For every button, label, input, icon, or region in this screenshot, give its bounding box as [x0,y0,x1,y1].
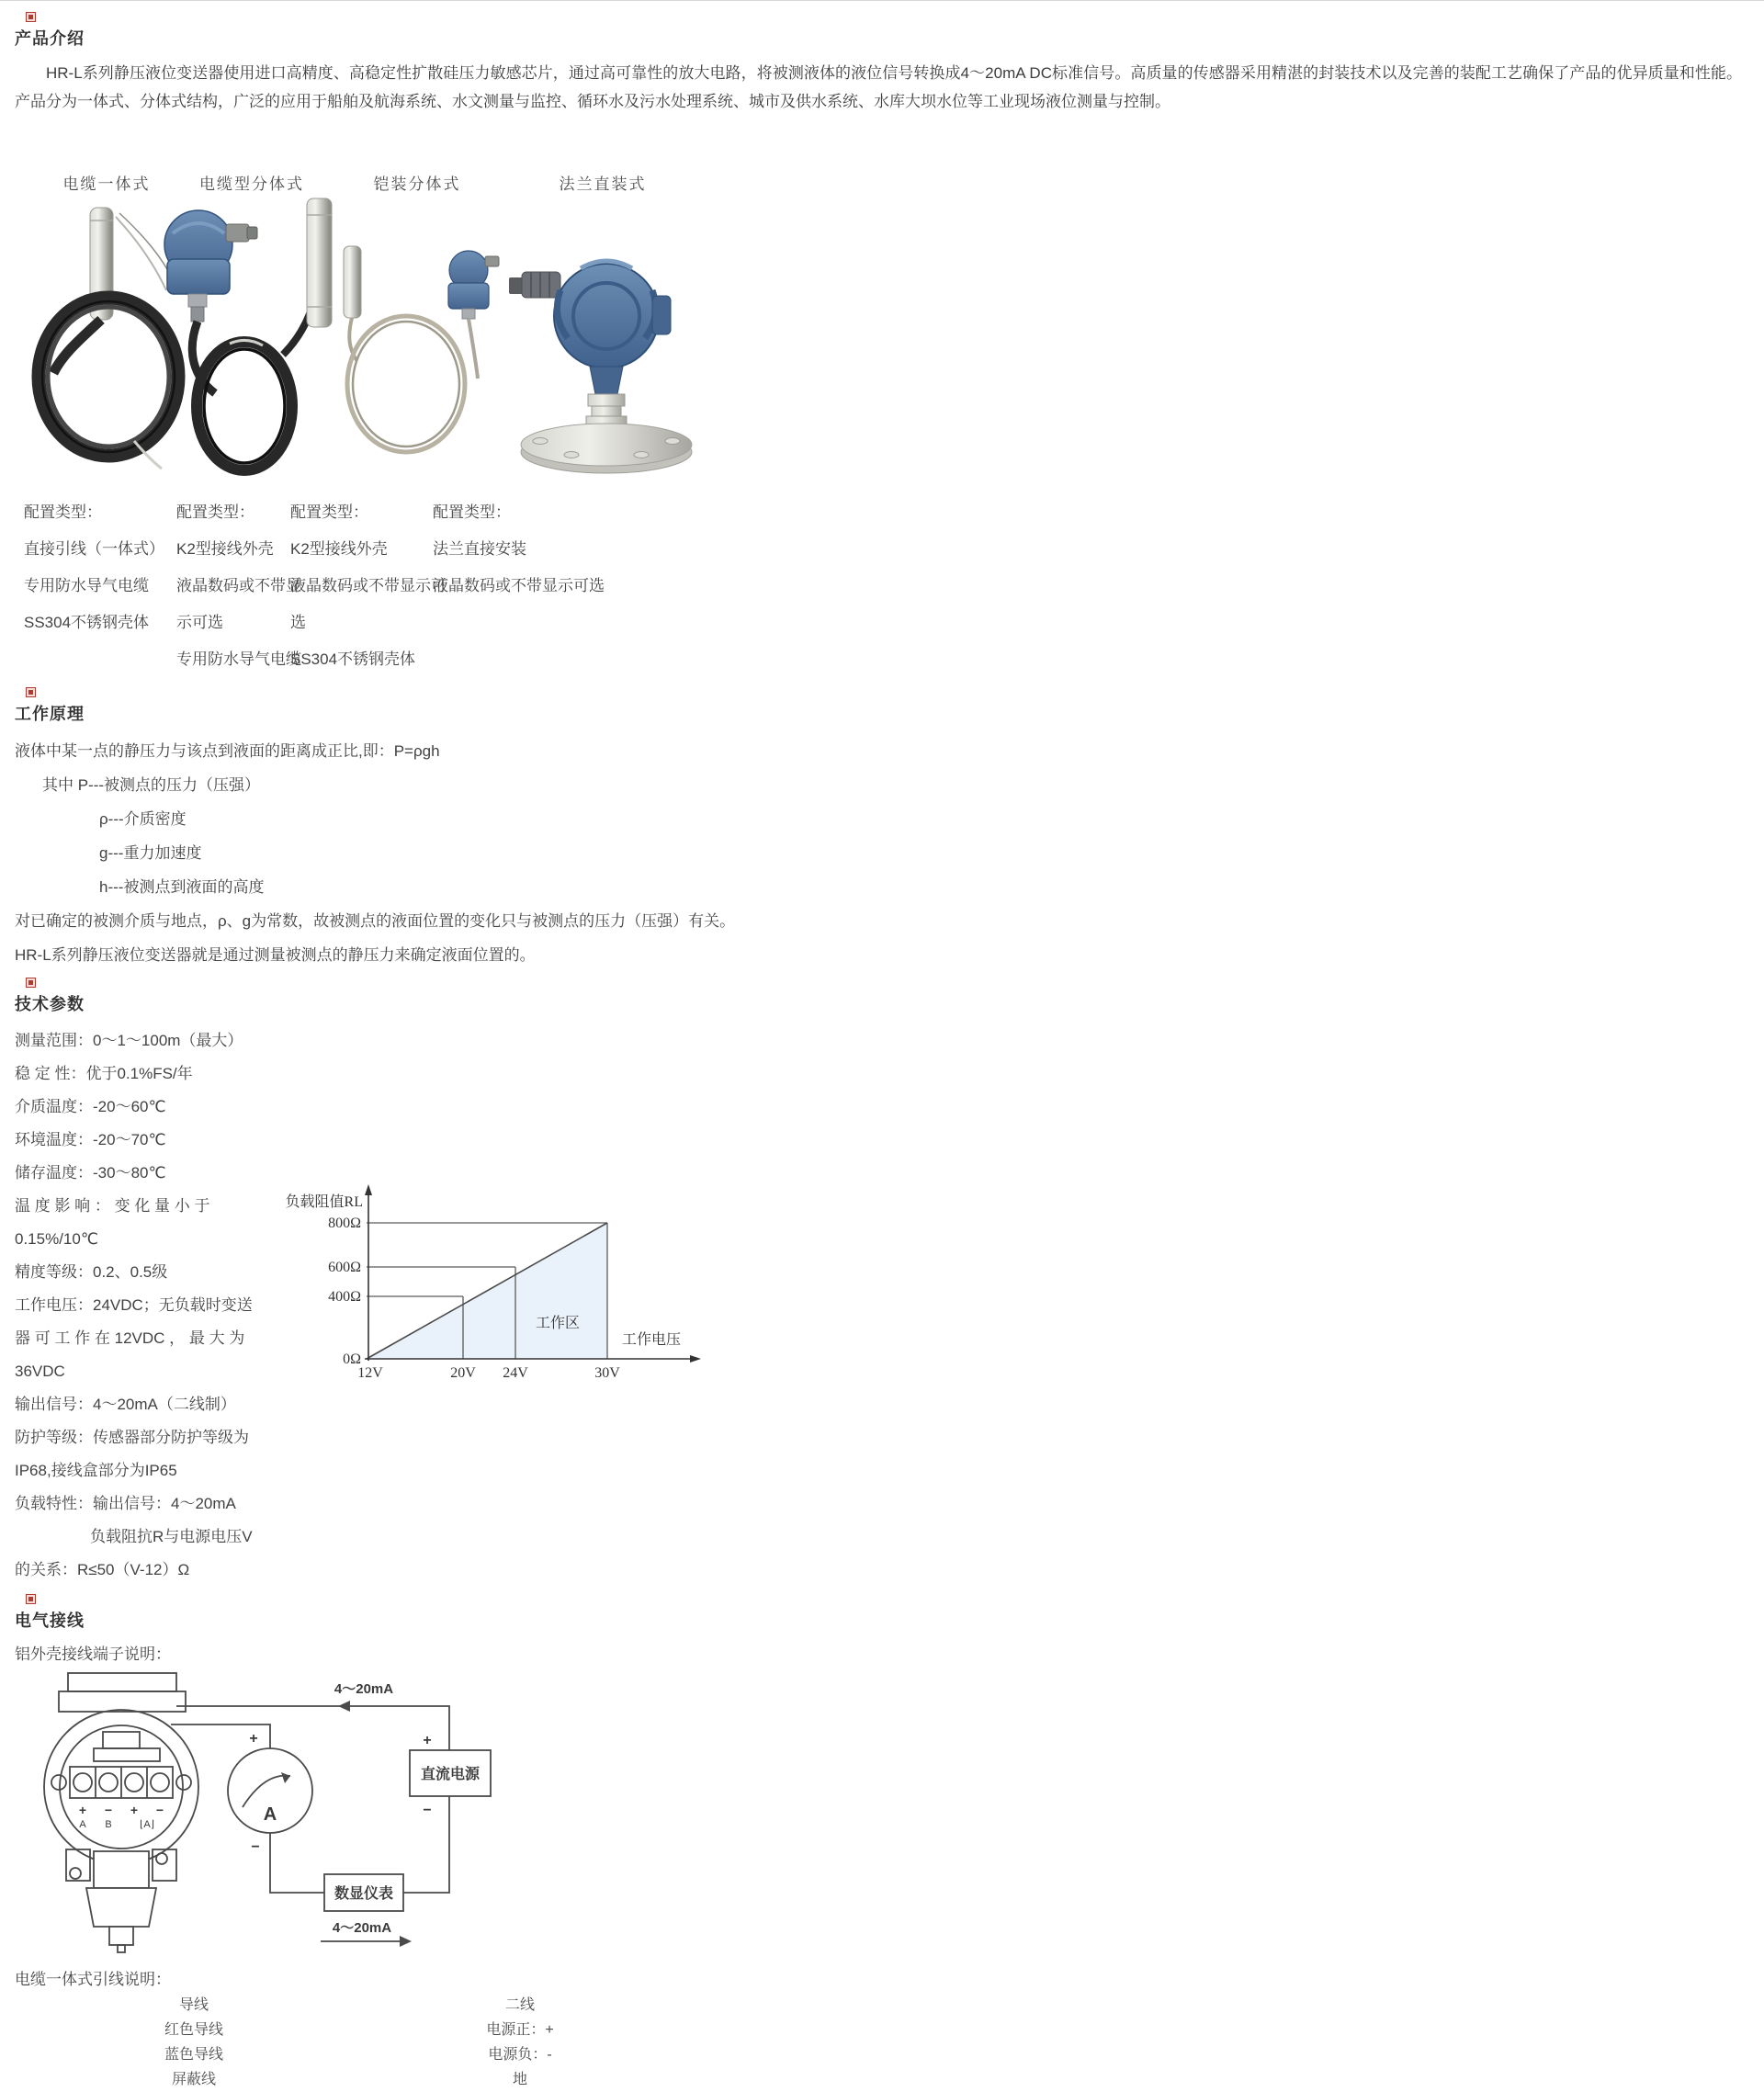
display-meter-label: 数显仪表 [334,1886,394,1902]
bottom-current-label: 4～20mA [332,1920,392,1936]
product-label-cable-split: 电缆型分体式 [199,175,304,193]
spec-line: 负载特性：输出信号：4～20mA [15,1495,236,1512]
ammeter-needle-arc [243,1776,290,1807]
neck [590,367,623,394]
section-marker-icon [26,978,36,988]
section-marker-icon [26,1594,36,1604]
section-specs [15,978,1747,1587]
load-characteristic-chart [275,1179,734,1399]
spec-line: 器 可 工 作 在 12VDC ， 最 大 为 [15,1329,245,1347]
lead-wire-note: 电缆一体式引线说明： [15,1971,171,1988]
flange-disc [521,424,692,473]
terminal-letter: ⌊A⌋ [140,1819,154,1830]
config-line: 配置类型： [433,503,511,521]
section-marker-icon [26,12,36,22]
desc-cell: 地 [512,2072,527,2087]
small-probe [344,246,361,318]
section-principle [15,687,1747,972]
config-line: K2型接线外壳 [290,540,388,558]
ammeter-minus: − [251,1839,260,1855]
principle-line: h---被测点到液面的高度 [99,878,265,896]
work-area-label: 工作区 [535,1316,581,1331]
hex-fitting [586,394,627,427]
terminal-strip [51,1767,191,1798]
config-line: 示可选 [176,614,223,631]
config-line: 配置类型： [24,503,102,521]
internal-block [103,1732,140,1748]
desc-cell: 电源正：+ [486,2022,554,2038]
config-line: 配置类型： [290,503,368,521]
wire-cell: 蓝色导线 [164,2047,223,2063]
spec-line: 负载阻抗R与电源电压V [90,1528,253,1545]
spec-line: 稳 定 性：优于0.1%FS/年 [15,1065,193,1082]
transmitter-body [554,261,671,368]
config-line: 专用防水导气电缆 [176,650,301,668]
config-columns [15,494,1747,685]
config-line: 液晶数码或不带显示可选 [433,577,605,594]
x-tick: 24V [503,1365,528,1381]
thin-rod [469,319,478,379]
top-current-label: 4～20mA [334,1681,394,1697]
principle-line: 对已确定的被测介质与地点，ρ、g为常数，故被测点的液面位置的变化只与被测点的压力（压强）有关。 [15,912,736,930]
needle-arrowhead [281,1772,290,1783]
transmitter-head [164,210,257,322]
product-gallery [15,171,1747,481]
product-label-cable-integrated: 电缆一体式 [62,175,151,193]
config-line: 液晶数码或不带显示可 [290,577,447,594]
spec-line: 精度等级：0.2、0.5级 [15,1263,168,1281]
table-row [15,1993,667,2018]
spec-line: 防护等级：传感器部分防护等级为 [15,1429,249,1446]
spec-line: 储存温度：-30～80℃ [15,1164,166,1182]
spec-line: 工作电压：24VDC；无负载时变送 [15,1296,253,1314]
x-tick: 20V [450,1365,476,1381]
config-col-cable-integrated [24,494,164,641]
y-axis-arrow [365,1184,372,1195]
principle-line: ρ---介质密度 [99,810,187,828]
spec-line: 环境温度：-20～70℃ [15,1131,166,1148]
spec-line: 输出信号：4～20mA（二线制） [15,1396,236,1413]
principle-heading: 工作原理 [15,705,85,723]
armored-probe [307,198,332,327]
wiring-diagram [15,1669,515,1956]
specs-lines [15,1024,1747,1587]
principle-line: 其中 P---被测点的压力（压强） [42,776,261,794]
y-tick: 800Ω [328,1216,361,1231]
product-label-flange-direct: 法兰直装式 [559,175,647,193]
product-label-armored-split: 铠装分体式 [373,175,461,193]
product-photo-armored-split [338,226,517,469]
terminal-sign: − [155,1803,164,1817]
conduit-fitting [509,272,560,298]
dc-plus: + [423,1733,432,1748]
product-photo-cable-split [145,197,343,477]
current-arrow-right [400,1936,412,1947]
x-axis-arrow [690,1355,701,1363]
desc-cell: 电源负：- [488,2047,552,2063]
wiring-subheading: 铝外壳接线端子说明： [15,1645,171,1663]
x-tick: 30V [594,1365,620,1381]
table-row [15,2067,667,2092]
spec-line: 0.15%/10℃ [15,1230,98,1248]
terminal-letter: A [79,1819,86,1830]
chart-x-label: 工作电压 [621,1332,682,1348]
config-line: SS304不锈钢壳体 [24,614,150,631]
config-line: SS304不锈钢壳体 [290,650,416,668]
wiring-heading: 电气接线 [15,1611,85,1630]
config-col-cable-split [176,494,301,678]
thin-cable-coil [347,316,465,452]
y-tick: 600Ω [328,1260,361,1275]
section-marker-icon [26,687,36,697]
loop-wires [171,1706,449,1893]
terminal-sign: + [78,1803,87,1817]
cable-coil [197,340,292,470]
product-document [0,1,1764,2092]
config-line: K2型接线外壳 [176,540,274,558]
ammeter-plus: + [249,1731,258,1747]
config-line: 法兰直接安装 [433,540,526,558]
config-line: 选 [290,614,306,631]
config-line: 液晶数码或不带显 [176,577,301,594]
config-line: 专用防水导气电缆 [24,577,149,594]
small-transmitter-head [448,251,499,319]
config-line: 直接引线（一体式） [24,540,164,558]
intro-paragraph: HR-L系列静压液位变送器使用进口高精度、高稳定性扩散硅压力敏感芯片，通过高可靠性的放大电路，将被测液体的液位信号转换成4～20mA DC标准信号。高质量的传感器采用精湛的封装技术以及完善的装配工艺确保了产品的优异质量和性能。产品分为一体式、分体式结构，广泛的应用于船舶及航海系统、水文测量与监控、循环水及污水处理系统、城市及供水系统、水库大坝水位等工业现场液位测量与控制。 [15,64,1742,110]
specs-heading: 技术参数 [15,995,85,1013]
y-tick: 0Ω [343,1351,361,1367]
terminal-sign: + [130,1803,139,1817]
spec-line: 温 度 影 响 ： 变 化 量 小 于 [15,1197,210,1215]
config-col-flange-direct [433,494,605,605]
spec-line: 测量范围：0～1～100m（最大） [15,1032,243,1049]
table-row [15,2042,667,2067]
spec-line: 36VDC [15,1363,65,1380]
spec-line: 介质温度：-20～60℃ [15,1098,166,1115]
ammeter-letter: A [263,1804,277,1825]
section-wiring [15,1594,1747,2092]
internal-block [94,1748,160,1761]
transmitter-cap [59,1673,186,1712]
config-line: 配置类型： [176,503,254,521]
product-photo-flange-direct [503,198,706,479]
principle-line: g---重力加速度 [99,844,202,862]
dc-supply-label: 直流电源 [420,1767,481,1782]
x-tick: 12V [357,1365,383,1381]
transmitter-body-lower [66,1849,176,1952]
spec-line: IP68,接线盒部分为IP65 [15,1462,177,1479]
spec-line: 的关系：R≤50（V-12）Ω [15,1561,190,1578]
config-col-armored-split [290,494,447,678]
chart-y-label: 负载阻值RL [285,1194,363,1210]
dc-minus: − [423,1803,432,1818]
intro-heading: 产品介绍 [15,29,85,48]
wire-cell: 红色导线 [164,2022,223,2038]
wire-cell: 导线 [178,1997,209,2013]
principle-line: HR-L系列静压液位变送器就是通过测量被测点的静压力来确定液面位置的。 [15,946,536,964]
y-tick: 400Ω [328,1289,361,1305]
desc-cell: 二线 [504,1997,535,2013]
terminal-letter: B [105,1819,112,1830]
principle-line: 液体中某一点的静压力与该点到液面的距离成正比,即：P=ρgh [15,742,440,760]
current-arrow-left [338,1701,350,1712]
lead-wire-table [15,1993,667,2092]
table-row [15,2018,667,2042]
wire-cell: 屏蔽线 [171,2072,216,2087]
terminal-sign: − [104,1803,113,1817]
